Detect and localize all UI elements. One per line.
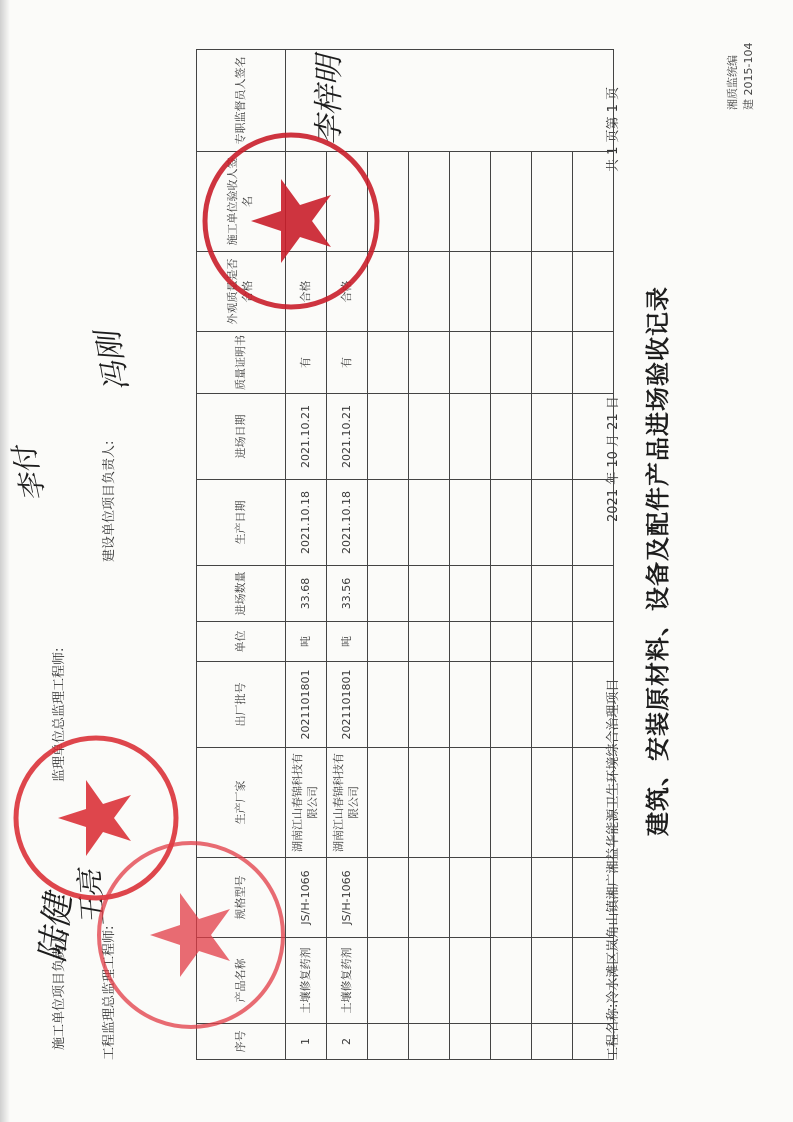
cell-maker [409,748,450,858]
cell-name [409,938,450,1024]
cell-qty [573,566,614,622]
supervisor-signature: 李付 [7,442,52,505]
cell-certificate [491,332,532,394]
cell-batch: 2021101801 [327,662,368,748]
form-code-line1: 湘质监统编 [726,55,739,110]
table-row [491,50,532,1060]
cell-name [573,938,614,1024]
cell-entry-date [368,394,409,480]
cell-no [409,1024,450,1060]
col-header-unit: 单位 [197,622,286,662]
cell-no: 1 [286,1024,327,1060]
cell-prod-date: 2021.10.18 [286,480,327,566]
project-label: 工程名称: [606,1003,621,1060]
cell-quality [450,252,491,332]
cell-qty: 33.56 [327,566,368,622]
cell-prod-date [368,480,409,566]
col-header-quality: 外观质量是否合格 [197,252,286,332]
col-header-entry-date: 进场日期 [197,394,286,480]
col-header-spec: 规格型号 [197,858,286,938]
construction-signature: 陆健 [32,892,80,965]
construction-label: 施工单位项目负责人: [52,928,67,1050]
cell-certificate: 有 [327,332,368,394]
cell-no [450,1024,491,1060]
cell-no [491,1024,532,1060]
cell-name [491,938,532,1024]
company-seal-right [196,126,386,316]
cell-unit: 吨 [286,622,327,662]
company-seal-middle [86,830,296,1040]
cell-spec: JS/H-1066 [327,858,368,938]
cell-entry-date: 2021.10.21 [327,394,368,480]
cell-no: 2 [327,1024,368,1060]
cell-certificate [450,332,491,394]
engineer-label: 工程监理总监理工程师: [102,925,117,1060]
cell-unit: 吨 [327,622,368,662]
col-header-maker: 生产厂家 [197,748,286,858]
cell-quality [532,252,573,332]
table-row [532,50,573,1060]
cell-name [450,938,491,1024]
cell-maker [368,748,409,858]
cell-batch [532,662,573,748]
cell-spec [450,858,491,938]
cell-certificate: 有 [286,332,327,394]
col-header-acceptor: 施工单位验收人签名 [197,152,286,252]
cell-qty: 33.68 [286,566,327,622]
cell-quality: 合格 [286,252,327,332]
project-name: 冷水滩区岚角山镇湘广湘益华能源卫生环境综合治理项目 [606,678,621,1004]
col-header-prod-date: 生产日期 [197,480,286,566]
table-row [409,50,450,1060]
page-info: 共 1 页第 1 页 [606,86,621,172]
cell-spec [409,858,450,938]
supervisor-signature-handwriting: 李梓明 [312,55,347,146]
cell-quality: 合格 [327,252,368,332]
col-header-certificate: 质量证明书 [197,332,286,394]
cell-spec: JS/H-1066 [286,858,327,938]
cell-unit [491,622,532,662]
cell-unit [573,622,614,662]
col-header-batch: 出厂批号 [197,662,286,748]
table-row [573,50,614,1060]
table-row [450,50,491,1060]
cell-batch [450,662,491,748]
cell-entry-date: 2021.10.21 [286,394,327,480]
cell-unit [409,622,450,662]
cell-maker [573,748,614,858]
cell-maker [491,748,532,858]
cell-maker [532,748,573,858]
cell-quality [491,252,532,332]
cell-entry-date [409,394,450,480]
cell-prod-date: 2021.10.18 [327,480,368,566]
cell-entry-date [532,394,573,480]
cell-certificate [409,332,450,394]
cell-prod-date [573,480,614,566]
cell-certificate [368,332,409,394]
col-header-qty: 进场数量 [197,566,286,622]
cell-prod-date [491,480,532,566]
owner-label: 建设单位项目负责人: [102,440,117,562]
cell-prod-date [532,480,573,566]
cell-prod-date [450,480,491,566]
cell-qty [409,566,450,622]
cell-no [573,1024,614,1060]
cell-entry-date [573,394,614,480]
cell-qty [368,566,409,622]
document-title: 建筑、安装原材料、设备及配件产品进场验收记录 [644,286,672,836]
cell-acceptor-signature [409,152,450,252]
cell-name: 土壤修复药剂 [286,938,327,1024]
cell-maker: 湖南江山春锦科技有限公司 [286,748,327,858]
cell-batch [491,662,532,748]
cell-certificate [532,332,573,394]
form-code-line2: 建 2015-104 [742,42,755,110]
cell-spec [532,858,573,938]
cell-entry-date [450,394,491,480]
cell-maker: 湖南江山春锦科技有限公司 [327,748,368,858]
cell-batch: 2021101801 [286,662,327,748]
cell-prod-date [409,480,450,566]
cell-qty [450,566,491,622]
supervisor-label: 监理单位总监理工程师: [52,647,67,782]
owner-signature: 冯刚 [91,328,136,394]
cell-spec [491,858,532,938]
cell-qty [532,566,573,622]
cell-batch [573,662,614,748]
cell-maker [450,748,491,858]
cell-no [532,1024,573,1060]
cell-spec [573,858,614,938]
cell-no [368,1024,409,1060]
cell-qty [491,566,532,622]
cell-name [532,938,573,1024]
cell-name: 土壤修复药剂 [327,938,368,1024]
col-header-supervisor: 专职监督员人签名 [197,50,286,152]
cell-unit [368,622,409,662]
cell-unit [532,622,573,662]
cell-quality [409,252,450,332]
cell-entry-date [491,394,532,480]
cell-spec [368,858,409,938]
cell-acceptor-signature [491,152,532,252]
record-date: 2021 年 10 月 21 日 [606,396,621,522]
cell-batch [409,662,450,748]
cell-certificate [573,332,614,394]
cell-acceptor-signature [450,152,491,252]
cell-quality [573,252,614,332]
cell-acceptor-signature [573,152,614,252]
cell-acceptor-signature [532,152,573,252]
col-header-no: 序号 [197,1024,286,1060]
cell-name [368,938,409,1024]
cell-batch [368,662,409,748]
engineer-signature: 王亮 [73,868,110,927]
col-header-name: 产品名称 [197,938,286,1024]
cell-unit [450,622,491,662]
